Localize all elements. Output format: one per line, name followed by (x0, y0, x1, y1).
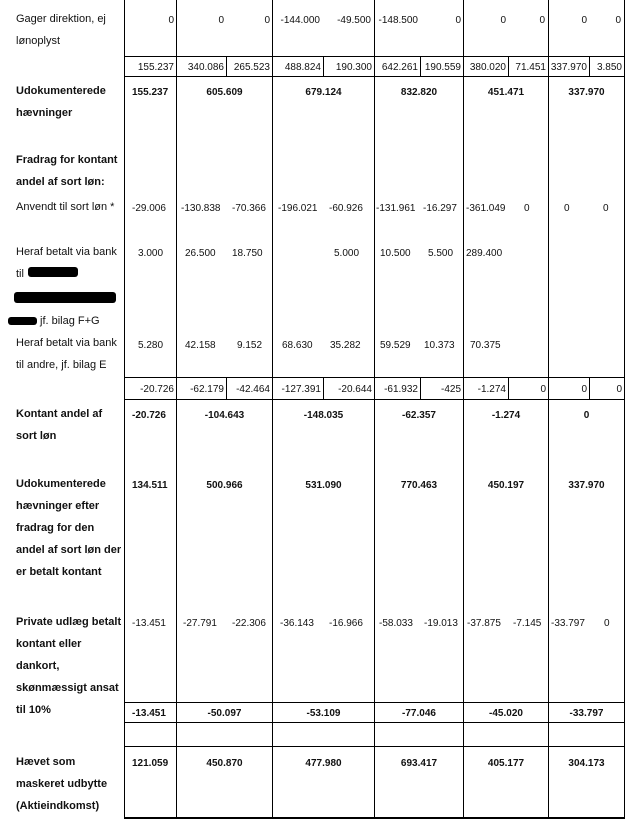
cell: 0 (168, 15, 174, 26)
cell: 121.059 (132, 758, 169, 769)
cell: 337.970 (568, 87, 605, 98)
cell: 0 (524, 203, 530, 214)
row-divider (124, 399, 625, 400)
cell: 642.261 (381, 62, 418, 73)
cell: -33.797 (569, 708, 604, 719)
cell: 5.280 (138, 340, 164, 351)
cell: 0 (615, 15, 621, 26)
cell: 190.559 (424, 62, 461, 73)
cell: 3.850 (596, 62, 622, 73)
cell: -37.875 (467, 618, 501, 629)
cell: 0 (581, 15, 587, 26)
cell: 0 (604, 618, 610, 629)
cell: 488.824 (284, 62, 321, 73)
cell: -62.357 (402, 410, 436, 421)
row-label-heraf-bank: Heraf betalt via bank til (16, 246, 117, 280)
cell: 451.471 (487, 87, 525, 98)
cell: -7.145 (513, 618, 542, 629)
cell: -29.006 (132, 203, 166, 214)
cell: 0 (583, 410, 590, 421)
cell: 450.197 (487, 480, 525, 491)
cell: 0 (581, 384, 587, 395)
cell: -49.500 (337, 15, 371, 26)
redaction-mark (28, 267, 78, 277)
section-label-fradrag: Fradrag for kontant andel af sort løn: (16, 154, 118, 188)
cell: 42.158 (185, 340, 216, 351)
cell: 3.000 (138, 248, 164, 259)
row-label-kontant: Kontant andel af sort løn (16, 408, 103, 442)
cell: 155.237 (132, 87, 169, 98)
cell: -1.274 (477, 384, 506, 395)
cell: -104.643 (204, 410, 245, 421)
cell: -33.797 (551, 618, 585, 629)
cell: -13.451 (132, 618, 166, 629)
cell: 10.373 (424, 340, 455, 351)
row-label-private: Private udlæg betalt kontant eller dankort, skønmæssigt ansat til 10% (16, 616, 122, 716)
row-label-heraf-bank-ref: jf. bilag F+G (40, 315, 100, 327)
cell: -130.838 (181, 203, 221, 214)
row-label-haevet: Hævet som maskeret udbytte (Aktieindkomst) (16, 756, 108, 812)
cell: -20.726 (140, 384, 174, 395)
cell: 0 (616, 384, 622, 395)
table-bottom-border (124, 817, 625, 819)
redaction-mark (8, 317, 37, 325)
cell: 26.500 (185, 248, 216, 259)
row-divider (124, 722, 625, 723)
cell: -148.500 (378, 15, 418, 26)
cell: 9.152 (237, 340, 263, 351)
cell: 155.237 (137, 62, 174, 73)
cell: 0 (539, 15, 545, 26)
cell: 10.500 (380, 248, 411, 259)
cell: 832.820 (400, 87, 438, 98)
cell: -16.966 (329, 618, 363, 629)
cell: -58.033 (379, 618, 413, 629)
cell: -127.391 (281, 384, 321, 395)
cell: 18.750 (232, 248, 263, 259)
cell: 605.609 (206, 87, 243, 98)
cell: -62.179 (190, 384, 224, 395)
row-divider (124, 702, 625, 703)
cell: 265.523 (233, 62, 270, 73)
cell: 70.375 (470, 340, 501, 351)
cell: 5.000 (334, 248, 360, 259)
cell: -196.021 (278, 203, 318, 214)
cell: -77.046 (402, 708, 436, 719)
cell: -13.451 (132, 708, 166, 719)
cell: -60.926 (329, 203, 363, 214)
cell: -53.109 (306, 708, 341, 719)
row-divider (124, 377, 625, 378)
cell: 337.970 (568, 480, 605, 491)
redaction-mark (14, 292, 116, 303)
row-label-udokumenterede: Udokumenterede hævninger (16, 85, 106, 119)
cell: -42.464 (236, 384, 270, 395)
cell: 289.400 (466, 248, 503, 259)
cell: 340.086 (187, 62, 224, 73)
row-divider (124, 746, 625, 747)
cell: -361.049 (466, 203, 506, 214)
cell: 59.529 (380, 340, 411, 351)
row-divider (124, 56, 625, 57)
cell: 405.177 (487, 758, 525, 769)
cell: -144.000 (280, 15, 320, 26)
row-divider (124, 76, 625, 77)
cell: 190.300 (335, 62, 372, 73)
cell: 693.417 (400, 758, 438, 769)
col-divider (624, 0, 625, 818)
cell: 68.630 (282, 340, 313, 351)
cell: 0 (455, 15, 461, 26)
cell: 770.463 (400, 480, 438, 491)
cell: 5.500 (428, 248, 454, 259)
cell: 35.282 (330, 340, 361, 351)
cell: -20.644 (338, 384, 372, 395)
cell: -22.306 (232, 618, 266, 629)
cell: 337.970 (550, 62, 587, 73)
cell: 500.966 (206, 480, 243, 491)
cell: 0 (540, 384, 546, 395)
cell: -36.143 (280, 618, 314, 629)
cell: -1.274 (491, 410, 521, 421)
cell: -19.013 (424, 618, 458, 629)
cell: -131.961 (376, 203, 416, 214)
col-divider (124, 0, 125, 818)
row-label-gager: Gager direktion, ej lønoplyst (16, 13, 106, 47)
cell: 0 (603, 203, 609, 214)
cell: -20.726 (132, 410, 166, 421)
cell: 477.980 (305, 758, 342, 769)
cell: -27.791 (183, 618, 217, 629)
cell: 0 (218, 15, 224, 26)
cell: -425 (440, 384, 461, 395)
cell: 71.451 (515, 62, 546, 73)
cell: 380.020 (469, 62, 506, 73)
cell: -45.020 (489, 708, 523, 719)
cell: 134.511 (132, 480, 168, 491)
row-label-udok-efter: Udokumenterede hævninger efter fradrag for den andel af sort løn der er betalt kontant (16, 478, 122, 578)
cell: 450.870 (206, 758, 243, 769)
cell: 0 (500, 15, 506, 26)
cell: -70.366 (232, 203, 266, 214)
cell: -61.932 (384, 384, 418, 395)
cell: -148.035 (303, 410, 344, 421)
cell: 0 (564, 203, 570, 214)
row-label-anvendt: Anvendt til sort løn * (16, 201, 115, 213)
cell: 304.173 (568, 758, 605, 769)
cell: -50.097 (207, 708, 242, 719)
cell: 531.090 (305, 480, 342, 491)
cell: 679.124 (305, 87, 342, 98)
row-label-heraf-andre: Heraf betalt via bank til andre, jf. bilag E (16, 337, 117, 371)
cell: -16.297 (423, 203, 457, 214)
cell: 0 (264, 15, 270, 26)
